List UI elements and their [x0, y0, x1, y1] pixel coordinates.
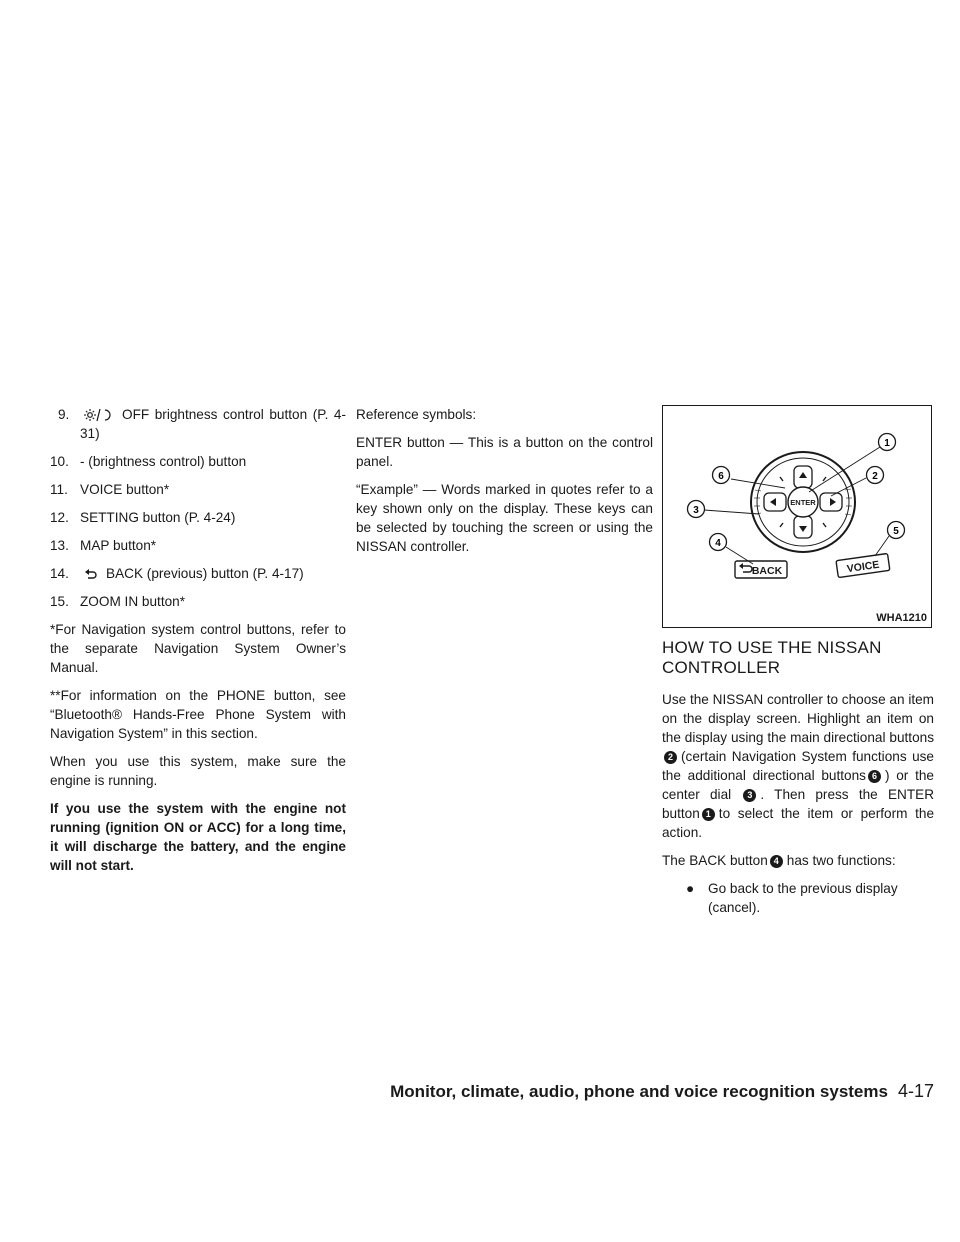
list-item-12	[50, 508, 346, 527]
list-number: 14.	[50, 566, 69, 581]
list-text: SETTING button (P. 4-24)	[80, 510, 236, 525]
list-text: OFF brightness control button (P. 4-31)	[80, 407, 346, 441]
list-item-13	[50, 536, 346, 555]
list-item-14	[50, 564, 346, 583]
list-number: 10.	[50, 454, 69, 469]
list-text: VOICE button*	[80, 482, 170, 497]
callout-5	[888, 522, 905, 539]
voice-button	[836, 553, 890, 577]
bullet-text: Go back to the previous display (cancel).	[708, 881, 898, 915]
list-number: 9.	[58, 407, 70, 422]
callout-6	[713, 467, 730, 484]
list-item-9	[50, 405, 346, 443]
enter-label: ENTER	[790, 498, 816, 507]
callout-2	[867, 467, 884, 484]
bullet-item	[662, 879, 934, 917]
list-item-10	[50, 452, 346, 471]
list-text: BACK (previous) button (P. 4-17)	[106, 566, 304, 581]
svg-text:2: 2	[872, 471, 878, 482]
svg-text:6: 6	[718, 471, 724, 482]
voice-label: VOICE	[846, 558, 881, 576]
list-number: 12.	[50, 510, 69, 525]
controller-instructions: Use the NISSAN controller to choose an item on the display screen. Highlight an item on the display using the main directional buttons2 (certain Navigation System functions use the additional directional buttons 6 ) or the center dial 3 . Then press the ENTER button 1 to select the item or perform the action.	[662, 692, 935, 840]
section-title: Monitor, climate, audio, phone and voice recognition systems	[390, 1082, 888, 1101]
callout-number-3: 3	[743, 789, 756, 802]
list-number: 13.	[50, 538, 69, 553]
reference-title: Reference symbols:	[356, 407, 477, 422]
svg-text:1: 1	[884, 438, 890, 449]
back-button	[735, 561, 787, 578]
page-number: 4-17	[897, 1081, 934, 1101]
callout-number-1: 1	[702, 808, 715, 821]
note-navigation: *For Navigation system control buttons, refer to the separate Navigation System Owner’s Manual.	[50, 622, 346, 675]
list-item-11	[50, 480, 346, 499]
svg-text:3: 3	[693, 505, 699, 516]
engine-running-note: When you use this system, make sure the engine is running.	[50, 754, 346, 788]
list-number: 11.	[50, 482, 68, 497]
back-arrow-icon	[84, 567, 98, 581]
svg-text:5: 5	[893, 526, 899, 537]
svg-text:4: 4	[715, 538, 721, 549]
column-left	[50, 405, 346, 884]
controller-diagram	[663, 406, 933, 629]
figure-code: WHA1210	[876, 612, 927, 624]
reference-example: “Example” — Words marked in quotes refer to a key shown only on the display. These keys can be selected by touching the screen or using the NISSAN controller.	[356, 482, 653, 554]
list-item-15	[50, 592, 346, 611]
callout-number-2: 2	[664, 751, 677, 764]
page-footer	[0, 1082, 934, 1101]
list-text: ZOOM IN button*	[80, 594, 186, 609]
back-label: BACK	[751, 565, 783, 577]
brightness-sun-moon-icon	[84, 408, 114, 422]
callout-number-4: 4	[770, 855, 783, 868]
list-text: - (brightness control) button	[80, 454, 247, 469]
list-text: MAP button*	[80, 538, 157, 553]
back-button-description: The BACK button 4 has two functions:	[662, 853, 896, 868]
callout-number-6: 6	[868, 770, 881, 783]
column-right	[662, 405, 934, 917]
bullet-icon: ●	[686, 881, 695, 896]
note-phone: **For information on the PHONE button, see “Bluetooth® Hands-Free Phone System with Navigation System” in this section.	[50, 688, 346, 741]
callout-1	[879, 434, 896, 451]
section-heading: HOW TO USE THE NISSAN CONTROLLER	[662, 638, 882, 677]
reference-enter: ENTER button — This is a button on the control panel.	[356, 435, 653, 469]
column-middle	[356, 405, 653, 565]
list-number: 15.	[50, 594, 69, 609]
battery-warning: If you use the system with the engine not running (ignition ON or ACC) for a long time, it will discharge the battery, and the engine will not start.	[50, 801, 346, 873]
callout-3	[688, 501, 705, 518]
controller-figure	[662, 405, 932, 628]
callout-4	[710, 534, 727, 551]
